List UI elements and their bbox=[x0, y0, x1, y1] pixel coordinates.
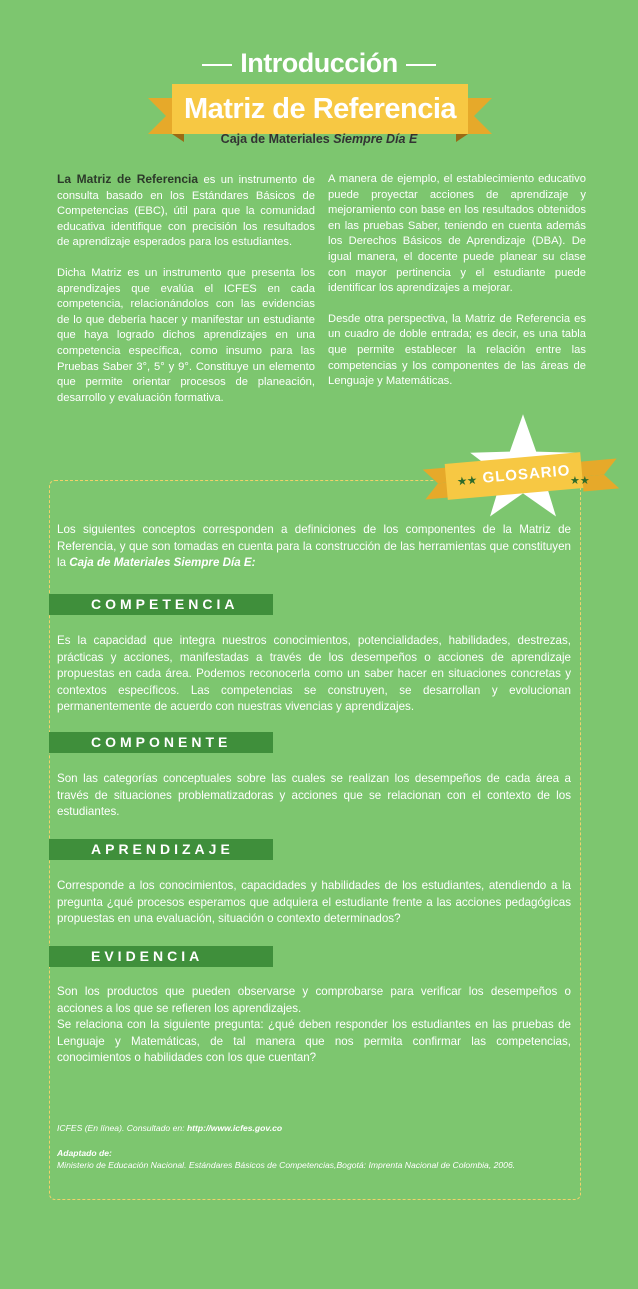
glossary-intro bbox=[57, 522, 571, 572]
divider bbox=[406, 64, 436, 66]
reference-text: Ministerio de Educación Nacional. Estándares Básicos de Competencias,Bogotá: Imprenta Nacional de Colombia, 2006. bbox=[57, 1160, 516, 1170]
lead-term: La Matriz de Referencia bbox=[57, 172, 199, 186]
paragraph: Dicha Matriz es un instrumento que presenta los aprendizajes que evalúa el ICFES en cada competencia, relacionándolos con las evidencias de lo que debería hacer y manifestar un estudiante que haya logrado dichos aprendizajes en una competencia específica, como insumo para las Pruebas Saber 3°, 5° y 9°. Constituye un elemento que permite orientar procesos de planeación, desarrollo y evaluación formativa. bbox=[57, 266, 315, 404]
term-definition-text: Corresponde a los conocimientos, capacidades y habilidades de los estudiantes, atendiendo a la pregunta ¿qué procesos esperamos que adquiera el estudiante frente a las acciones pedagógicas propuestas en una evaluación, situación o contexto determinados? bbox=[57, 879, 571, 925]
small-star-icon: ★★ bbox=[570, 475, 590, 487]
reference-label: Adaptado de: bbox=[57, 1148, 112, 1158]
reference-link[interactable]: http://www.icfes.gov.co bbox=[186, 1123, 283, 1133]
subtitle bbox=[0, 132, 638, 146]
glossary-label-text: GLOSARIO bbox=[481, 462, 572, 487]
term-title-evidencia: EVIDENCIA bbox=[49, 946, 273, 967]
term-definition bbox=[57, 771, 571, 821]
small-star-icon: ★★ bbox=[457, 475, 479, 488]
glossary-label bbox=[445, 452, 584, 500]
right-column bbox=[328, 172, 586, 405]
reference-adapted bbox=[57, 1147, 587, 1171]
term-title-competencia: COMPETENCIA bbox=[49, 594, 273, 615]
glossary-ribbon bbox=[410, 452, 610, 506]
term-definition bbox=[57, 878, 571, 928]
term-definition-text: Son los productos que pueden observarse y comprobarse para verificar los desempeños o acciones a los que se refieren los aprendizajes. bbox=[57, 985, 571, 1015]
term-definition bbox=[57, 633, 571, 716]
term-title-componente: COMPONENTE bbox=[49, 732, 273, 753]
divider bbox=[202, 64, 232, 66]
intro-text: Introducción bbox=[240, 48, 398, 78]
term-title-aprendizaje: APRENDIZAJE bbox=[49, 839, 273, 860]
paragraph: A manera de ejemplo, el establecimiento educativo puede proyectar acciones de aprendizaje y mejoramiento con base en los resultados obtenidos en las pruebas Saber, teniendo en cuenta además los Derechos Básicos de Aprendizaje (DBA). De igual manera, el docente puede planear su clase con mayor pertinencia y el estudiante puede identificar los aprendizajes a mejorar. bbox=[328, 173, 586, 295]
term-definition-text: Es la capacidad que integra nuestros conocimientos, potencialidades, habilidades, destrezas, prácticas y acciones, manifestadas a través de los desempeños o acciones de aprendizaje propuestas en cada área. Podemos reconocerla como un saber hacer en situaciones concretas y contextos específicos. Las competencias se construyen, se desarrollan y evolucionan permanentemente de acuerdo con nuestras vivencias y aprendizajes. bbox=[57, 634, 571, 713]
paragraph-text: es un instrumento de consulta basado en los Estándares Básicos de Competencias (EBC), útil para que la comunidad educativa identifique con precisión los resultados de aprendizaje esperados para los estudiantes. bbox=[57, 174, 315, 249]
term-definition-text: Se relaciona con la siguiente pregunta: ¿qué deben responder los estudiantes en las pruebas de Lenguaje y Matemáticas, de tal manera que nos permita confirmar las competencias, conocimientos o habilidades con los que cuentan? bbox=[57, 1018, 571, 1064]
glossary-intro-bold: Caja de Materiales Siempre Día E: bbox=[69, 556, 256, 569]
header bbox=[0, 48, 638, 158]
left-column bbox=[57, 172, 315, 421]
term-definition bbox=[57, 984, 571, 1067]
reference-icfes bbox=[57, 1122, 587, 1134]
intro-title bbox=[0, 48, 638, 79]
subtitle-prefix: Caja de Materiales bbox=[220, 132, 334, 146]
paragraph bbox=[57, 172, 315, 251]
glossary-intro-text: Los siguientes conceptos corresponden a definiciones de los componentes de la Matriz de Referencia, y que son tomadas en cuenta para la construcción de las herramientas que constituyen la bbox=[57, 523, 571, 569]
reference-text: ICFES (En línea). Consultado en: bbox=[57, 1123, 187, 1133]
paragraph: Desde otra perspectiva, la Matriz de Referencia es un cuadro de doble entrada; es decir, es una tabla que permite establecer la relación entre las competencias y los componentes de las áreas de Lenguaje y Matemáticas. bbox=[328, 312, 586, 388]
page-title: Matriz de Referencia bbox=[172, 84, 468, 134]
subtitle-emphasis: Siempre Día E bbox=[333, 132, 418, 146]
term-definition-text: Son las categorías conceptuales sobre las cuales se realizan los desempeños de cada área a través de situaciones problematizadoras y acciones que se relacionan con el contexto de los estudiantes. bbox=[57, 772, 571, 818]
